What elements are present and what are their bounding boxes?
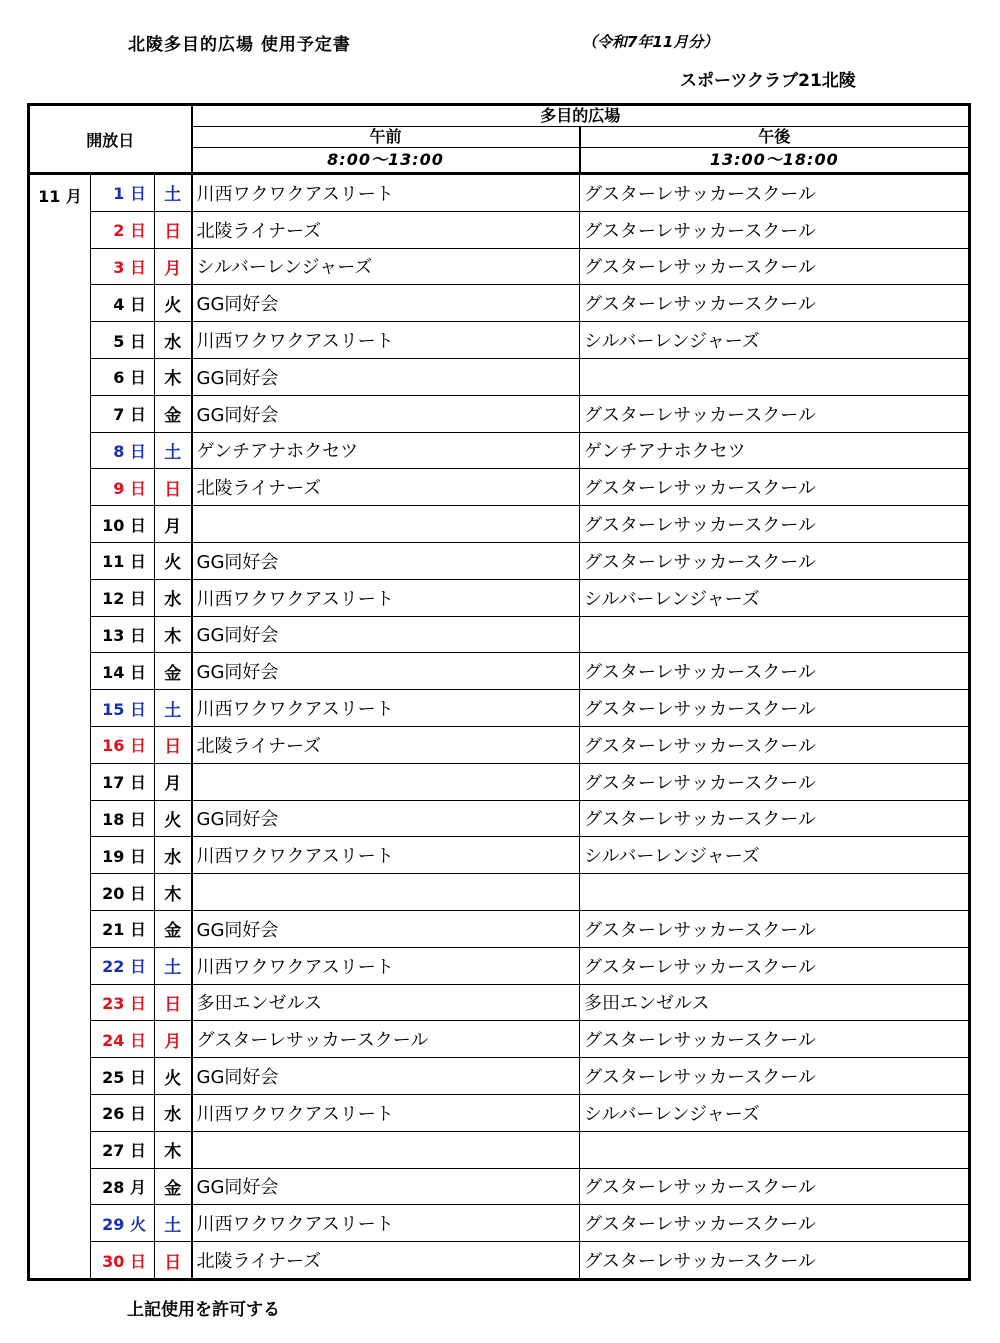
am-time-header: 8:00～13:00 bbox=[192, 148, 580, 174]
weekday-cell: 火 bbox=[155, 285, 192, 322]
am-booking-cell: GG同好会 bbox=[192, 395, 580, 432]
pm-booking-cell: グスターレサッカースクール bbox=[580, 395, 970, 432]
weekday-cell: 水 bbox=[155, 579, 192, 616]
table-row bbox=[29, 579, 970, 616]
pm-booking-cell: グスターレサッカースクール bbox=[580, 506, 970, 543]
table-row bbox=[29, 285, 970, 322]
am-booking-cell bbox=[192, 874, 580, 911]
am-header: 午前 bbox=[192, 127, 580, 148]
weekday-cell: 水 bbox=[155, 322, 192, 359]
date-cell: 22 日 bbox=[91, 947, 155, 984]
date-cell: 13 日 bbox=[91, 616, 155, 653]
am-booking-cell: GG同好会 bbox=[192, 616, 580, 653]
weekday-cell: 日 bbox=[155, 984, 192, 1021]
pm-booking-cell: 多田エンゼルス bbox=[580, 984, 970, 1021]
weekday-cell: 土 bbox=[155, 432, 192, 469]
weekday-cell: 日 bbox=[155, 469, 192, 506]
weekday-cell: 火 bbox=[155, 542, 192, 579]
pm-booking-cell: グスターレサッカースクール bbox=[580, 1021, 970, 1058]
pm-booking-cell: グスターレサッカースクール bbox=[580, 800, 970, 837]
am-booking-cell: 北陵ライナーズ bbox=[192, 469, 580, 506]
weekday-cell: 金 bbox=[155, 653, 192, 690]
am-booking-cell: 川西ワクワクアスリート bbox=[192, 1094, 580, 1131]
date-cell: 21 日 bbox=[91, 910, 155, 947]
weekday-cell: 水 bbox=[155, 837, 192, 874]
weekday-cell: 金 bbox=[155, 1168, 192, 1205]
table-row bbox=[29, 1168, 970, 1205]
table-row bbox=[29, 1094, 970, 1131]
am-booking-cell: 北陵ライナーズ bbox=[192, 1242, 580, 1280]
pm-booking-cell: ゲンチアナホクセツ bbox=[580, 432, 970, 469]
pm-booking-cell: グスターレサッカースクール bbox=[580, 542, 970, 579]
date-cell: 4 日 bbox=[91, 285, 155, 322]
weekday-cell: 月 bbox=[155, 506, 192, 543]
am-booking-cell bbox=[192, 506, 580, 543]
date-cell: 9 日 bbox=[91, 469, 155, 506]
table-row bbox=[29, 1242, 970, 1280]
pm-booking-cell: グスターレサッカースクール bbox=[580, 1168, 970, 1205]
table-row bbox=[29, 653, 970, 690]
table-row bbox=[29, 984, 970, 1021]
am-booking-cell: GG同好会 bbox=[192, 1058, 580, 1095]
am-booking-cell: GG同好会 bbox=[192, 800, 580, 837]
am-booking-cell: 川西ワクワクアスリート bbox=[192, 322, 580, 359]
table-row bbox=[29, 432, 970, 469]
am-booking-cell: GG同好会 bbox=[192, 1168, 580, 1205]
pm-booking-cell: グスターレサッカースクール bbox=[580, 947, 970, 984]
table-row bbox=[29, 506, 970, 543]
pm-booking-cell: グスターレサッカースクール bbox=[580, 1058, 970, 1095]
weekday-cell: 火 bbox=[155, 800, 192, 837]
am-booking-cell: GG同好会 bbox=[192, 653, 580, 690]
venue-header: 多目的広場 bbox=[192, 105, 970, 127]
pm-time-header: 13:00～18:00 bbox=[580, 148, 970, 174]
table-row bbox=[29, 322, 970, 359]
schedule-table bbox=[27, 103, 971, 1281]
am-booking-cell: 川西ワクワクアスリート bbox=[192, 174, 580, 212]
am-booking-cell: 川西ワクワクアスリート bbox=[192, 947, 580, 984]
am-booking-cell: 多田エンゼルス bbox=[192, 984, 580, 1021]
am-booking-cell: 北陵ライナーズ bbox=[192, 726, 580, 763]
weekday-cell: 金 bbox=[155, 395, 192, 432]
am-booking-cell: GG同好会 bbox=[192, 542, 580, 579]
pm-booking-cell: シルバーレンジャーズ bbox=[580, 322, 970, 359]
table-row bbox=[29, 947, 970, 984]
date-cell: 10 日 bbox=[91, 506, 155, 543]
date-cell: 2 日 bbox=[91, 211, 155, 248]
pm-booking-cell: グスターレサッカースクール bbox=[580, 910, 970, 947]
month-cell: 11 月 bbox=[29, 174, 91, 1280]
table-row bbox=[29, 1021, 970, 1058]
table-row bbox=[29, 469, 970, 506]
pm-booking-cell bbox=[580, 1131, 970, 1168]
date-cell: 6 日 bbox=[91, 358, 155, 395]
date-cell: 1 日 bbox=[91, 174, 155, 212]
am-booking-cell: シルバーレンジャーズ bbox=[192, 248, 580, 285]
table-row bbox=[29, 800, 970, 837]
weekday-cell: 月 bbox=[155, 763, 192, 800]
am-booking-cell: ゲンチアナホクセツ bbox=[192, 432, 580, 469]
date-cell: 27 日 bbox=[91, 1131, 155, 1168]
date-cell: 25 日 bbox=[91, 1058, 155, 1095]
pm-booking-cell bbox=[580, 616, 970, 653]
table-row bbox=[29, 211, 970, 248]
pm-booking-cell: グスターレサッカースクール bbox=[580, 469, 970, 506]
am-booking-cell: 川西ワクワクアスリート bbox=[192, 837, 580, 874]
date-cell: 14 日 bbox=[91, 653, 155, 690]
table-row bbox=[29, 248, 970, 285]
pm-booking-cell: グスターレサッカースクール bbox=[580, 763, 970, 800]
am-booking-cell: 川西ワクワクアスリート bbox=[192, 690, 580, 727]
weekday-cell: 木 bbox=[155, 616, 192, 653]
table-row bbox=[29, 837, 970, 874]
weekday-cell: 日 bbox=[155, 726, 192, 763]
weekday-cell: 木 bbox=[155, 874, 192, 911]
am-booking-cell bbox=[192, 1131, 580, 1168]
table-row bbox=[29, 763, 970, 800]
pm-booking-cell: シルバーレンジャーズ bbox=[580, 1094, 970, 1131]
pm-booking-cell: グスターレサッカースクール bbox=[580, 211, 970, 248]
pm-booking-cell: シルバーレンジャーズ bbox=[580, 579, 970, 616]
table-row bbox=[29, 1131, 970, 1168]
pm-booking-cell: グスターレサッカースクール bbox=[580, 653, 970, 690]
pm-booking-cell: グスターレサッカースクール bbox=[580, 174, 970, 212]
open-day-header: 開放日 bbox=[29, 105, 192, 174]
weekday-cell: 金 bbox=[155, 910, 192, 947]
date-cell: 29 火 bbox=[91, 1205, 155, 1242]
schedule-body bbox=[29, 174, 970, 1280]
pm-booking-cell bbox=[580, 874, 970, 911]
table-row bbox=[29, 874, 970, 911]
weekday-cell: 日 bbox=[155, 1242, 192, 1280]
organization-name: スポーツクラブ21北陵 bbox=[680, 71, 856, 91]
table-row bbox=[29, 174, 970, 212]
am-booking-cell: 川西ワクワクアスリート bbox=[192, 1205, 580, 1242]
date-cell: 18 日 bbox=[91, 800, 155, 837]
am-booking-cell bbox=[192, 763, 580, 800]
date-cell: 12 日 bbox=[91, 579, 155, 616]
table-row bbox=[29, 726, 970, 763]
document-title: 北陵多目的広場 使用予定書 bbox=[128, 35, 351, 55]
am-booking-cell: GG同好会 bbox=[192, 910, 580, 947]
pm-booking-cell bbox=[580, 358, 970, 395]
pm-booking-cell: シルバーレンジャーズ bbox=[580, 837, 970, 874]
date-cell: 15 日 bbox=[91, 690, 155, 727]
date-cell: 20 日 bbox=[91, 874, 155, 911]
weekday-cell: 木 bbox=[155, 1131, 192, 1168]
weekday-cell: 土 bbox=[155, 1205, 192, 1242]
document-period: （令和7年11月分） bbox=[582, 33, 719, 51]
weekday-cell: 日 bbox=[155, 211, 192, 248]
date-cell: 23 日 bbox=[91, 984, 155, 1021]
date-cell: 7 日 bbox=[91, 395, 155, 432]
date-cell: 16 日 bbox=[91, 726, 155, 763]
table-row bbox=[29, 358, 970, 395]
date-cell: 8 日 bbox=[91, 432, 155, 469]
am-booking-cell: 川西ワクワクアスリート bbox=[192, 579, 580, 616]
pm-booking-cell: グスターレサッカースクール bbox=[580, 1205, 970, 1242]
date-cell: 26 日 bbox=[91, 1094, 155, 1131]
weekday-cell: 土 bbox=[155, 174, 192, 212]
weekday-cell: 水 bbox=[155, 1094, 192, 1131]
pm-booking-cell: グスターレサッカースクール bbox=[580, 285, 970, 322]
date-cell: 11 日 bbox=[91, 542, 155, 579]
weekday-cell: 月 bbox=[155, 248, 192, 285]
date-cell: 19 日 bbox=[91, 837, 155, 874]
pm-booking-cell: グスターレサッカースクール bbox=[580, 690, 970, 727]
approval-note: 上記使用を許可する bbox=[127, 1300, 280, 1320]
date-cell: 28 月 bbox=[91, 1168, 155, 1205]
am-booking-cell: GG同好会 bbox=[192, 285, 580, 322]
date-cell: 3 日 bbox=[91, 248, 155, 285]
date-cell: 24 日 bbox=[91, 1021, 155, 1058]
am-booking-cell: 北陵ライナーズ bbox=[192, 211, 580, 248]
table-row bbox=[29, 616, 970, 653]
date-cell: 17 日 bbox=[91, 763, 155, 800]
date-cell: 5 日 bbox=[91, 322, 155, 359]
pm-booking-cell: グスターレサッカースクール bbox=[580, 248, 970, 285]
weekday-cell: 火 bbox=[155, 1058, 192, 1095]
weekday-cell: 月 bbox=[155, 1021, 192, 1058]
table-row bbox=[29, 1058, 970, 1095]
table-row bbox=[29, 1205, 970, 1242]
weekday-cell: 木 bbox=[155, 358, 192, 395]
am-booking-cell: GG同好会 bbox=[192, 358, 580, 395]
weekday-cell: 土 bbox=[155, 947, 192, 984]
table-row bbox=[29, 542, 970, 579]
table-row bbox=[29, 395, 970, 432]
am-booking-cell: グスターレサッカースクール bbox=[192, 1021, 580, 1058]
date-cell: 30 日 bbox=[91, 1242, 155, 1280]
table-row bbox=[29, 910, 970, 947]
table-row bbox=[29, 690, 970, 727]
pm-booking-cell: グスターレサッカースクール bbox=[580, 1242, 970, 1280]
pm-header: 午後 bbox=[580, 127, 970, 148]
pm-booking-cell: グスターレサッカースクール bbox=[580, 726, 970, 763]
weekday-cell: 土 bbox=[155, 690, 192, 727]
